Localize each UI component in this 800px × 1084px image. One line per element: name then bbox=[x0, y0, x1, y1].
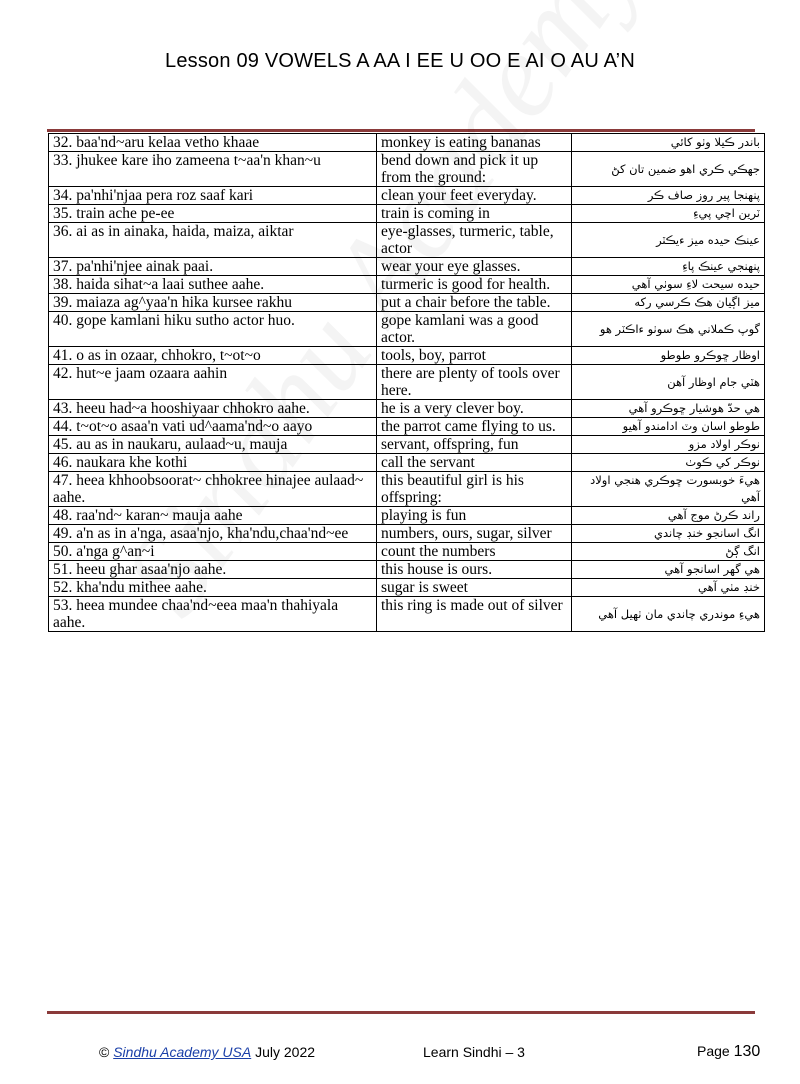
sindhi-cell: گوپ ڪملاني هڪ سوٺو ءاڪٽر هو bbox=[572, 312, 765, 347]
roman-cell: 48. raa'nd~ karan~ mauja aahe bbox=[49, 507, 377, 525]
roman-cell: 52. kha'ndu mithee aahe. bbox=[49, 579, 377, 597]
english-cell: he is a very clever boy. bbox=[377, 400, 572, 418]
sindhi-cell: خنڊ مٺي آهي bbox=[572, 579, 765, 597]
table-row bbox=[49, 454, 765, 472]
table-row bbox=[49, 223, 765, 258]
table-row bbox=[49, 597, 765, 632]
sindhi-cell: هي حدّ هوشيار ڇوڪرو آهي bbox=[572, 400, 765, 418]
roman-cell: 50. a'nga g^an~i bbox=[49, 543, 377, 561]
sindhi-cell: هيءَ خوبسورت ڇوڪري هنجي اولاد آهي bbox=[572, 472, 765, 507]
roman-cell: 43. heeu had~a hooshiyaar chhokro aahe. bbox=[49, 400, 377, 418]
table-row bbox=[49, 561, 765, 579]
sindhi-cell: اوظار ڇوڪرو طوطو bbox=[572, 347, 765, 365]
footer-page bbox=[697, 1043, 760, 1061]
footer-date: July 2022 bbox=[255, 1044, 316, 1060]
english-cell: sugar is sweet bbox=[377, 579, 572, 597]
roman-cell: 42. hut~e jaam ozaara aahin bbox=[49, 365, 377, 400]
english-cell: numbers, ours, sugar, silver bbox=[377, 525, 572, 543]
english-cell: the parrot came flying to us. bbox=[377, 418, 572, 436]
page-number: 130 bbox=[733, 1043, 761, 1060]
sindhi-cell: انگ اسانجو خنڊ چاندي bbox=[572, 525, 765, 543]
roman-cell: 45. au as in naukaru, aulaad~u, mauja bbox=[49, 436, 377, 454]
table-row bbox=[49, 294, 765, 312]
sindhi-cell: پنهنجا پير روز صاف ڪر bbox=[572, 187, 765, 205]
english-cell: monkey is eating bananas bbox=[377, 134, 572, 152]
footer-copyright bbox=[99, 1044, 315, 1060]
page-title: Lesson 09 VOWELS A AA I EE U OO E AI O AU A’N bbox=[165, 50, 635, 72]
page-label: Page bbox=[697, 1043, 730, 1059]
roman-cell: 40. gope kamlani hiku sutho actor huo. bbox=[49, 312, 377, 347]
sindhi-cell: هي گهر اسانجو آهي bbox=[572, 561, 765, 579]
sindhi-cell: ٽرين اچي پيءِ bbox=[572, 205, 765, 223]
english-cell: this ring is made out of silver bbox=[377, 597, 572, 632]
table-row bbox=[49, 507, 765, 525]
english-cell: playing is fun bbox=[377, 507, 572, 525]
table-row bbox=[49, 258, 765, 276]
english-cell: call the servant bbox=[377, 454, 572, 472]
english-cell: servant, offspring, fun bbox=[377, 436, 572, 454]
english-cell: there are plenty of tools over here. bbox=[377, 365, 572, 400]
roman-cell: 38. haida sihat~a laai suthee aahe. bbox=[49, 276, 377, 294]
sindhi-cell: هٽي جام اوظار آهن bbox=[572, 365, 765, 400]
sindhi-cell: جهڪي ڪري اهو ضمين تان کڻ bbox=[572, 152, 765, 187]
english-cell: gope kamlani was a good actor. bbox=[377, 312, 572, 347]
roman-cell: 33. jhukee kare iho zameena t~aa'n khan~u bbox=[49, 152, 377, 187]
sindhi-cell: عينڪ حيده ميز ءيڪٽر bbox=[572, 223, 765, 258]
roman-cell: 51. heeu ghar asaa'njo aahe. bbox=[49, 561, 377, 579]
footer-course: Learn Sindhi – 3 bbox=[423, 1044, 525, 1060]
english-cell: turmeric is good for health. bbox=[377, 276, 572, 294]
english-cell: count the numbers bbox=[377, 543, 572, 561]
vocabulary-table bbox=[48, 133, 765, 632]
table-row bbox=[49, 134, 765, 152]
table-row bbox=[49, 365, 765, 400]
roman-cell: 32. baa'nd~aru kelaa vetho khaae bbox=[49, 134, 377, 152]
english-cell: eye-glasses, turmeric, table, actor bbox=[377, 223, 572, 258]
english-cell: bend down and pick it up from the ground: bbox=[377, 152, 572, 187]
roman-cell: 47. heea khhoobsoorat~ chhokree hinajee aulaad~ aahe. bbox=[49, 472, 377, 507]
table-row bbox=[49, 472, 765, 507]
table-row bbox=[49, 276, 765, 294]
table-row bbox=[49, 543, 765, 561]
header-divider bbox=[47, 129, 755, 132]
academy-link[interactable]: Sindhu Academy USA bbox=[113, 1044, 252, 1060]
sindhi-cell: حيده سيحت لاءِ سوٺي آهي bbox=[572, 276, 765, 294]
table-row bbox=[49, 579, 765, 597]
sindhi-cell: هيءِ موندري چاندي مان ٺهيل آهي bbox=[572, 597, 765, 632]
roman-cell: 39. maiaza ag^yaa'n hika kursee rakhu bbox=[49, 294, 377, 312]
sindhi-cell: پنهنجي عينڪ پاءِ bbox=[572, 258, 765, 276]
table-row bbox=[49, 418, 765, 436]
sindhi-cell: نوڪر اولاد مزو bbox=[572, 436, 765, 454]
sindhi-cell: باندر ڪيلا وٺو کائي bbox=[572, 134, 765, 152]
table-row bbox=[49, 312, 765, 347]
sindhi-cell: انگ ڳڻ bbox=[572, 543, 765, 561]
english-cell: put a chair before the table. bbox=[377, 294, 572, 312]
table-row bbox=[49, 187, 765, 205]
footer-divider bbox=[47, 1011, 755, 1014]
roman-cell: 44. t~ot~o asaa'n vati ud^aama'nd~o aayo bbox=[49, 418, 377, 436]
roman-cell: 34. pa'nhi'njaa pera roz saaf kari bbox=[49, 187, 377, 205]
roman-cell: 37. pa'nhi'njee ainak paai. bbox=[49, 258, 377, 276]
sindhi-cell: راند ڪرڻ موج آهي bbox=[572, 507, 765, 525]
sindhi-cell: طوطو اسان وٽ ادامندو آهيو bbox=[572, 418, 765, 436]
english-cell: clean your feet everyday. bbox=[377, 187, 572, 205]
table-row bbox=[49, 347, 765, 365]
english-cell: tools, boy, parrot bbox=[377, 347, 572, 365]
table-row bbox=[49, 205, 765, 223]
table-row bbox=[49, 525, 765, 543]
roman-cell: 41. o as in ozaar, chhokro, t~ot~o bbox=[49, 347, 377, 365]
english-cell: this beautiful girl is his offspring: bbox=[377, 472, 572, 507]
roman-cell: 49. a'n as in a'nga, asaa'njo, kha'ndu,chaa'nd~ee bbox=[49, 525, 377, 543]
copyright-symbol: © bbox=[99, 1044, 110, 1060]
english-cell: train is coming in bbox=[377, 205, 572, 223]
roman-cell: 36. ai as in ainaka, haida, maiza, aiktar bbox=[49, 223, 377, 258]
roman-cell: 46. naukara khe kothi bbox=[49, 454, 377, 472]
sindhi-cell: ميز اڳيان هڪ ڪرسي رکه bbox=[572, 294, 765, 312]
table-row bbox=[49, 400, 765, 418]
table-row bbox=[49, 152, 765, 187]
sindhi-cell: نوڪر کي ڪوٺ bbox=[572, 454, 765, 472]
english-cell: this house is ours. bbox=[377, 561, 572, 579]
roman-cell: 35. train ache pe-ee bbox=[49, 205, 377, 223]
table-row bbox=[49, 436, 765, 454]
english-cell: wear your eye glasses. bbox=[377, 258, 572, 276]
roman-cell: 53. heea mundee chaa'nd~eea maa'n thahiyala aahe. bbox=[49, 597, 377, 632]
